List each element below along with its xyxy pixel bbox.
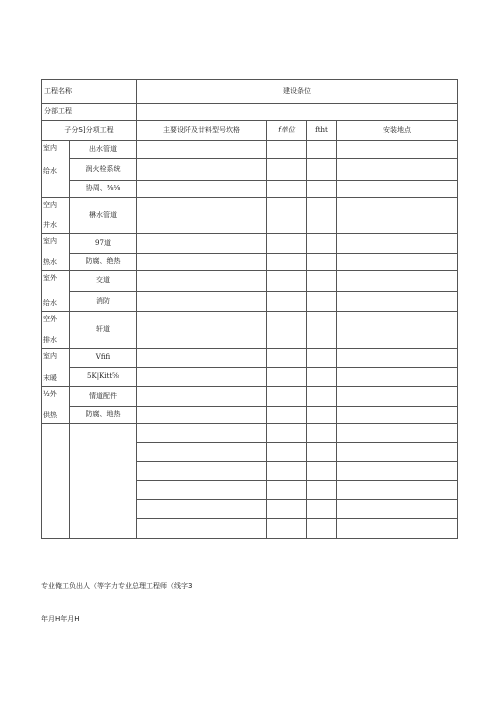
- unit-cell[interactable]: [267, 368, 307, 387]
- item-drainage-pipe: 轩道: [70, 312, 137, 349]
- group-top-label: 空外: [43, 315, 57, 323]
- quantity-cell[interactable]: [307, 424, 337, 443]
- column-header-quantity: ftht: [307, 121, 337, 141]
- unit-cell[interactable]: [267, 462, 307, 481]
- quantity-cell[interactable]: [307, 254, 337, 271]
- unit-cell[interactable]: [267, 234, 307, 254]
- group-outdoor-drainage: [42, 312, 70, 349]
- unit-cell[interactable]: [267, 387, 307, 407]
- unit-cell[interactable]: [267, 500, 307, 519]
- item-anticorrosion-1: 协周、⅜⅛: [70, 181, 137, 198]
- quantity-cell[interactable]: [307, 519, 337, 539]
- item-heating-2: 5K|Kitt⅝: [70, 368, 137, 387]
- column-header-subdivision: 子分S]分项工程: [42, 121, 137, 141]
- group-bottom-label: 给水: [43, 299, 57, 308]
- table-row: [42, 368, 458, 387]
- unit-cell[interactable]: [267, 349, 307, 368]
- spec-cell[interactable]: [137, 462, 267, 481]
- column-header-unit: f单位: [267, 121, 307, 141]
- unit-cell[interactable]: [267, 481, 307, 500]
- installation-record-table: [41, 79, 458, 539]
- location-cell[interactable]: [337, 198, 458, 234]
- table-row: [42, 198, 458, 234]
- blank-item-cell[interactable]: [70, 424, 137, 539]
- table-row: [42, 424, 458, 443]
- unit-cell[interactable]: [267, 312, 307, 349]
- item-outdoor-pipe: 交道: [70, 271, 137, 292]
- spec-cell[interactable]: [137, 234, 267, 254]
- division-value[interactable]: [137, 104, 458, 121]
- construction-unit-label: 建设条位: [137, 80, 458, 104]
- spec-cell[interactable]: [137, 198, 267, 234]
- table-row: [42, 407, 458, 424]
- group-indoor-water-supply: [42, 141, 70, 198]
- item-hot-pipe: 97道: [70, 234, 137, 254]
- table-row: [42, 254, 458, 271]
- group-top-label: 室内: [43, 237, 57, 245]
- unit-cell[interactable]: [267, 271, 307, 292]
- location-cell[interactable]: [337, 254, 458, 271]
- spec-cell[interactable]: [137, 349, 267, 368]
- item-fire-protection: 消防: [70, 292, 137, 312]
- spec-cell[interactable]: [137, 387, 267, 407]
- group-bottom-label: 热水: [43, 258, 57, 267]
- date-line: 年月H年月H: [41, 615, 80, 623]
- quantity-cell[interactable]: [307, 234, 337, 254]
- item-hydrant-system: 润火栓系统: [70, 159, 137, 181]
- column-header-location: 安装地点: [337, 121, 458, 141]
- spec-cell[interactable]: [137, 368, 267, 387]
- quantity-cell[interactable]: [307, 407, 337, 424]
- location-cell[interactable]: [337, 424, 458, 443]
- group-outdoor-water-supply: [42, 271, 70, 312]
- quantity-cell[interactable]: [307, 271, 337, 292]
- spec-cell[interactable]: [137, 254, 267, 271]
- table-row: [42, 292, 458, 312]
- quantity-cell[interactable]: [307, 181, 337, 198]
- quantity-cell[interactable]: [307, 312, 337, 349]
- spec-cell[interactable]: [137, 407, 267, 424]
- table-row: [42, 312, 458, 349]
- table-row: [42, 181, 458, 198]
- spec-cell[interactable]: [137, 292, 267, 312]
- spec-cell[interactable]: [137, 181, 267, 198]
- group-top-label: 室内: [43, 144, 57, 152]
- column-header-equipment-spec: 主要设阡及廿料型号坎格: [137, 121, 267, 141]
- quantity-cell[interactable]: [307, 500, 337, 519]
- spec-cell[interactable]: [137, 443, 267, 462]
- group-indoor-hot-water: [42, 234, 70, 271]
- location-cell[interactable]: [337, 141, 458, 159]
- quantity-cell[interactable]: [307, 462, 337, 481]
- quantity-cell[interactable]: [307, 443, 337, 462]
- table-row: [42, 349, 458, 368]
- item-drain-pipe: 楙水管道: [70, 198, 137, 234]
- table-row: [42, 141, 458, 159]
- signature-line: 专业俺工负出人（等字力专业总理工程师（线字3: [41, 582, 193, 590]
- group-top-label: 空内: [43, 201, 57, 209]
- blank-group-cell[interactable]: [42, 424, 70, 539]
- location-cell[interactable]: [337, 500, 458, 519]
- item-pipe-fittings: 情道配件: [70, 387, 137, 407]
- item-anticorrosion-insulation: 防腐、绝热: [70, 254, 137, 271]
- unit-cell[interactable]: [267, 198, 307, 234]
- table-row: [42, 271, 458, 292]
- location-cell[interactable]: [337, 271, 458, 292]
- location-cell[interactable]: [337, 292, 458, 312]
- item-anticorrosion-2: 防腐、地热: [70, 407, 137, 424]
- quantity-cell[interactable]: [307, 387, 337, 407]
- quantity-cell[interactable]: [307, 141, 337, 159]
- group-top-label: 室外: [43, 274, 57, 282]
- unit-cell[interactable]: [267, 159, 307, 181]
- location-cell[interactable]: [337, 159, 458, 181]
- project-name-label: 工程名称: [42, 80, 137, 104]
- location-cell[interactable]: [337, 368, 458, 387]
- spec-cell[interactable]: [137, 271, 267, 292]
- quantity-cell[interactable]: [307, 198, 337, 234]
- spec-cell[interactable]: [137, 141, 267, 159]
- location-cell[interactable]: [337, 407, 458, 424]
- spec-cell[interactable]: [137, 519, 267, 539]
- table-row: [42, 234, 458, 254]
- group-bottom-label: 末暖: [43, 374, 57, 383]
- group-indoor-drainage: [42, 198, 70, 234]
- location-cell[interactable]: [337, 349, 458, 368]
- spec-cell[interactable]: [137, 481, 267, 500]
- quantity-cell[interactable]: [307, 481, 337, 500]
- quantity-cell[interactable]: [307, 349, 337, 368]
- spec-cell[interactable]: [137, 312, 267, 349]
- group-top-label: 室内: [43, 352, 57, 360]
- unit-cell[interactable]: [267, 292, 307, 312]
- quantity-cell[interactable]: [307, 159, 337, 181]
- unit-cell[interactable]: [267, 254, 307, 271]
- unit-cell[interactable]: [267, 443, 307, 462]
- group-indoor-heating: [42, 349, 70, 387]
- group-top-label: ½外: [43, 390, 57, 398]
- location-cell[interactable]: [337, 519, 458, 539]
- group-outdoor-heating: [42, 387, 70, 424]
- division-label: 分部工程: [42, 104, 137, 121]
- unit-cell[interactable]: [267, 181, 307, 198]
- unit-cell[interactable]: [267, 407, 307, 424]
- table-row: [42, 387, 458, 407]
- quantity-cell[interactable]: [307, 292, 337, 312]
- unit-cell[interactable]: [267, 424, 307, 443]
- location-cell[interactable]: [337, 312, 458, 349]
- location-cell[interactable]: [337, 234, 458, 254]
- group-bottom-label: 井水: [43, 221, 57, 230]
- item-outlet-pipe: 出水管道: [70, 141, 137, 159]
- location-cell[interactable]: [337, 387, 458, 407]
- unit-cell[interactable]: [267, 141, 307, 159]
- group-bottom-label: 排水: [43, 336, 57, 345]
- spec-cell[interactable]: [137, 424, 267, 443]
- location-cell[interactable]: [337, 481, 458, 500]
- spec-cell[interactable]: [137, 500, 267, 519]
- group-bottom-label: 供热: [43, 411, 57, 420]
- location-cell[interactable]: [337, 443, 458, 462]
- item-heating-1: Vfifi: [70, 349, 137, 368]
- group-bottom-label: 给水: [43, 167, 57, 175]
- table-row: [42, 159, 458, 181]
- location-cell[interactable]: [337, 181, 458, 198]
- quantity-cell[interactable]: [307, 368, 337, 387]
- unit-cell[interactable]: [267, 519, 307, 539]
- location-cell[interactable]: [337, 462, 458, 481]
- spec-cell[interactable]: [137, 159, 267, 181]
